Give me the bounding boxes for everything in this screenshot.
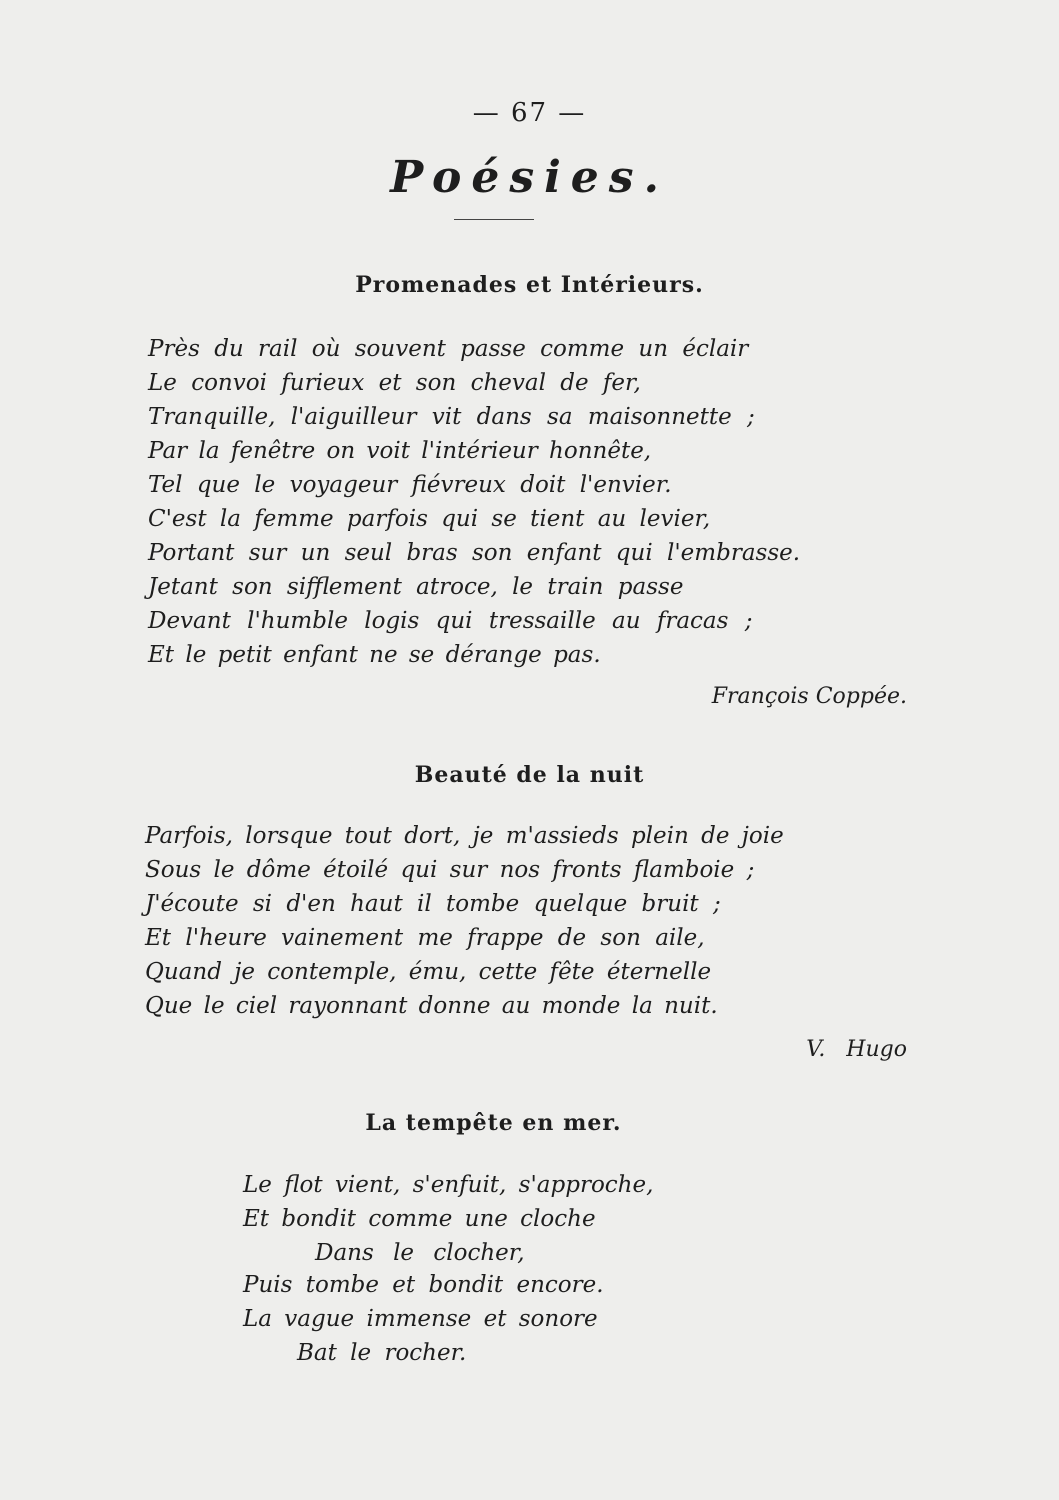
poem-3-title: La tempête en mer. [365,1110,622,1136]
poem-2-line: J'écoute si d'en haut il tombe quelque bruit ; [145,891,721,917]
poem-1-line: Devant l'humble logis qui tressaille au fracas ; [148,608,753,634]
poem-1-line: Portant sur un seul bras son enfant qui l'embrasse. [148,540,801,566]
poem-1-title: Promenades et Intérieurs. [355,272,704,298]
poem-2-line: Parfois, lorsque tout dort, je m'assieds plein de joie [145,823,784,849]
poem-1-line: Par la fenêtre on voit l'intérieur honnête, [148,438,652,464]
title-divider [454,219,534,220]
poem-1-line: C'est la femme parfois qui se tient au levier, [148,506,711,532]
poem-3-line: Puis tombe et bondit encore. [243,1272,604,1298]
poem-2-line: Quand je contemple, ému, cette fête éternelle [145,959,712,985]
page-number: — 67 — [472,98,587,128]
poem-2-line: Que le ciel rayonnant donne au monde la nuit. [145,993,718,1019]
poem-3-line: Le flot vient, s'enfuit, s'approche, [243,1172,654,1198]
poem-3-line: La vague immense et sonore [243,1306,598,1332]
poem-1-author: François Coppée. [711,684,907,709]
poem-1-line: Et le petit enfant ne se dérange pas. [148,642,601,668]
poem-2-line: Et l'heure vainement me frappe de son aile, [145,925,705,951]
poem-1-line: Tranquille, l'aiguilleur vit dans sa maisonnette ; [148,404,755,430]
poem-2-line: Sous le dôme étoilé qui sur nos fronts flamboie ; [145,857,755,883]
poem-2-title: Beauté de la nuit [414,762,645,788]
poem-3-line: Bat le rocher. [297,1340,467,1366]
poem-2-author: V. Hugo [806,1037,907,1062]
poem-1-line: Tel que le voyageur fiévreux doit l'envier. [148,472,672,498]
section-title: Poésies. [390,152,669,203]
poem-1-line: Le convoi furieux et son cheval de fer, [148,370,641,396]
poem-1-line: Près du rail où souvent passe comme un éclair [148,336,749,362]
poem-1-line: Jetant son sifflement atroce, le train passe [148,574,684,600]
poem-3-line: Dans le clocher, [315,1240,525,1266]
poem-3-line: Et bondit comme une cloche [243,1206,596,1232]
